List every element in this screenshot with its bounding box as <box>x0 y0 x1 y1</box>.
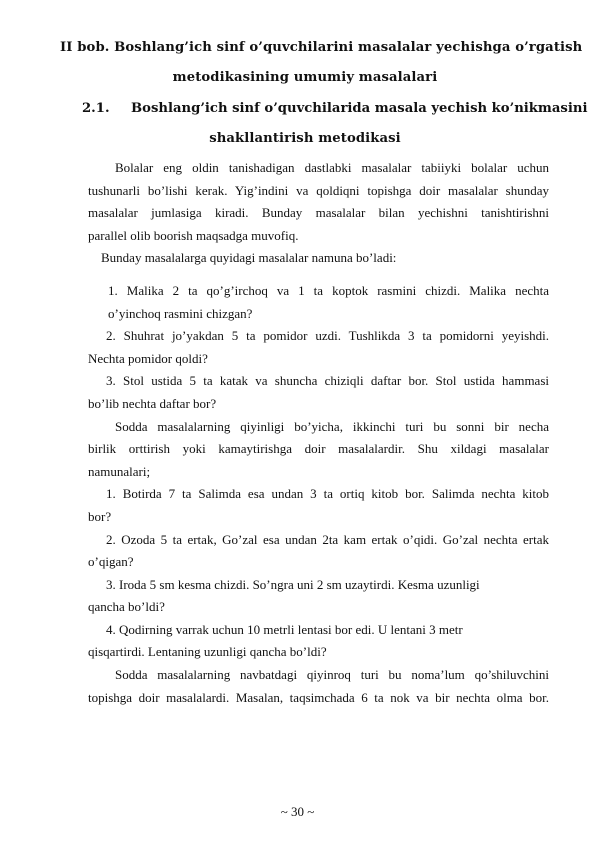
section-heading: Boshlang’ich sinf o’quvchilarida masala yechish ko’nikmasini <box>131 101 588 116</box>
list-item-cont: bor? <box>88 508 112 524</box>
list-item-cont: o’yinchoq rasmini chizgan? <box>108 305 253 321</box>
text-line: namunalari; <box>88 463 151 479</box>
chapter-heading: II bob. Boshlang’ich sinf o’quvchilarini masalalar yechishga o’rgatish <box>60 40 583 55</box>
section-heading-cont: shakllantirish metodikasi <box>209 131 401 146</box>
text-line: Bolalar eng oldin tanishadigan dastlabki masalalar tabiiyki bolalar uchun <box>115 160 549 175</box>
list-item: 2. Shuhrat jo’yakdan 5 ta pomidor uzdi. Tushlikda 3 ta pomidorni yeyishdi. <box>106 328 549 344</box>
list-item: 3. Stol ustida 5 ta katak va shuncha chiziqli daftar bor. Stol ustida hammasi <box>106 373 549 389</box>
text-line: Sodda masalalarning navbatdagi qiyinroq turi bu noma’lum qo’shiluvchini <box>115 667 549 683</box>
list-item-cont: o’qigan? <box>88 554 134 570</box>
list-item: 4. Qodirning varrak uchun 10 metrli lentasi bor edi. U lentani 3 metr <box>106 621 463 637</box>
text-line: tushunarli bo’lishi kerak. Yig’indini va qoldiqni topishga doir masalalar shunday <box>88 182 549 198</box>
list-item: 1. Malika 2 ta qo’g’irchoq va 1 ta koptok rasmini chizdi. Malika nechta <box>108 282 549 298</box>
list-item-cont: Nechta pomidor qoldi? <box>88 350 208 366</box>
list-item-cont: bo’lib nechta daftar bor? <box>88 395 217 411</box>
text-line: topishga doir masalalardi. Masalan, taqsimchada 6 ta nok va bir nechta olma bor. <box>88 689 549 705</box>
text-line: birlik orttirish yoki kamaytirishga doir masalalardir. Shu xildagi masalalar <box>88 441 549 457</box>
text-line: masalalar jumlasiga kiradi. Bunday masalalar bilan yechishni tanishtirishni <box>88 205 549 221</box>
text-line: parallel olib boorish maqsadga muvofiq. <box>88 227 299 243</box>
chapter-heading-cont: metodikasining umumiy masalalari <box>172 70 438 85</box>
page-number: ~ 30 ~ <box>280 804 315 819</box>
list-item-cont: qisqartirdi. Lentaning uzunligi qancha bo’ldi? <box>88 644 327 660</box>
list-item-cont: qancha bo’ldi? <box>88 599 165 615</box>
list-item: 1. Botirda 7 ta Salimda esa undan 3 ta ortiq kitob bor. Salimda nechta kitob <box>106 486 549 502</box>
body-text <box>88 157 549 709</box>
list-item: 2. Ozoda 5 ta ertak, Go’zal esa undan 2ta kam ertak o’qidi. Go’zal nechta ertak <box>106 531 549 547</box>
text-line: Bunday masalalarga quyidagi masalalar namuna bo’ladi: <box>101 250 397 266</box>
section-number: 2.1. <box>82 101 110 116</box>
list-item: 3. Iroda 5 sm kesma chizdi. So’ngra uni 2 sm uzaytirdi. Kesma uzunligi <box>106 576 480 592</box>
text-line: Sodda masalalarning qiyinligi bo’yicha, ikkinchi turi bu sonni bir necha <box>115 418 549 434</box>
